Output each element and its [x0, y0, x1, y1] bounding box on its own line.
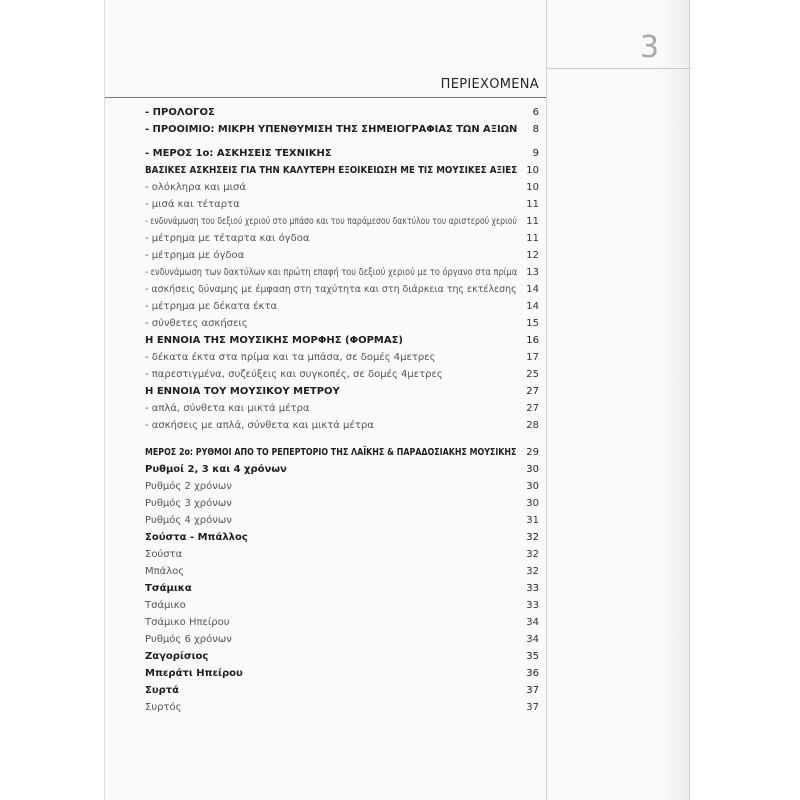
toc-entry-label: Συρτός [145, 702, 182, 713]
toc-entry [145, 104, 539, 121]
toc-entry-label: - μισά και τέταρτα [145, 199, 240, 210]
toc-entry-page: 8 [532, 124, 539, 135]
toc-entry-label: - απλά, σύνθετα και μικτά μέτρα [145, 403, 310, 414]
toc-entry-page: 11 [526, 199, 539, 210]
toc-entry-page: 32 [526, 549, 539, 560]
toc-entry [145, 213, 539, 230]
toc-entry-label: - ολόκληρα και μισά [145, 182, 246, 193]
margin-divider [546, 0, 547, 800]
title-rule [105, 97, 546, 98]
toc-entry [145, 478, 539, 495]
section-gap [145, 434, 539, 444]
toc-entry-page: 11 [526, 233, 539, 244]
toc-entry [145, 264, 539, 281]
toc-entry-page: 27 [526, 386, 539, 397]
toc-entry-page: 32 [526, 566, 539, 577]
book-page [104, 0, 690, 800]
toc-entry-label: - ασκήσεις με απλά, σύνθετα και μικτά μέτρα [145, 420, 374, 431]
toc-entry [145, 315, 539, 332]
toc-entry [145, 121, 539, 138]
toc-entry-label: Συρτά [145, 685, 179, 696]
toc-entry [145, 699, 539, 716]
toc-entry-page: 32 [526, 532, 539, 543]
toc-entry [145, 529, 539, 546]
toc-entry-label: Η ΕΝΝΟΙΑ ΤΗΣ ΜΟΥΣΙΚΗΣ ΜΟΡΦΗΣ (ΦΟΡΜΑΣ) [145, 335, 403, 346]
toc-entry-label: - μέτρημα με τέταρτα και όγδοα [145, 233, 310, 244]
toc-entry [145, 417, 539, 434]
toc-entry-page: 14 [526, 284, 539, 295]
toc-entry-page: 13 [526, 267, 539, 278]
toc-entry-page: 17 [526, 352, 539, 363]
toc-entry-page: 29 [526, 447, 539, 458]
toc-entry-page: 10 [526, 182, 539, 193]
toc-entry [145, 682, 539, 699]
toc-entry-page: 33 [526, 600, 539, 611]
toc-entry-label: Σούστα [145, 549, 183, 560]
toc-entry [145, 461, 539, 478]
toc-entry [145, 495, 539, 512]
toc-entry-label: - σύνθετες ασκήσεις [145, 318, 248, 329]
toc-entry [145, 563, 539, 580]
toc-entry-label: Τσάμικα [145, 583, 192, 594]
section-gap [145, 138, 539, 145]
toc-entry [145, 444, 539, 461]
toc-entry-label: - ενδυνάμωση του δεξιού χεριού στο μπάσο και του παράμεσου δακτύλου του αριστερού χεριού [145, 216, 517, 227]
toc-entry-page: 10 [526, 165, 539, 176]
toc-entry [145, 648, 539, 665]
toc-entry-page: 11 [526, 216, 539, 227]
toc-entry-label: Η ΕΝΝΟΙΑ ΤΟΥ ΜΟΥΣΙΚΟΥ ΜΕΤΡΟΥ [145, 386, 340, 397]
toc-entry [145, 145, 539, 162]
toc-entry-page: 30 [526, 464, 539, 475]
toc-entry-page: 16 [526, 335, 539, 346]
toc-entry-label: Μπάλος [145, 566, 185, 577]
toc-entry-label: Μπεράτι Ηπείρου [145, 668, 243, 679]
page-edge-shadow [659, 0, 689, 800]
toc-entry-label: Τσάμικο Ηπείρου [145, 617, 230, 628]
toc-entry [145, 400, 539, 417]
toc-entry [145, 597, 539, 614]
toc-entry-page: 14 [526, 301, 539, 312]
toc-entry-page: 34 [526, 617, 539, 628]
toc-entry [145, 196, 539, 213]
toc-entry [145, 298, 539, 315]
toc-entry-label: - παρεστιγμένα, συζεύξεις και συγκοπές, σε δομές 4μετρες [145, 369, 443, 380]
toc-entry-label: Ρυθμοί 2, 3 και 4 χρόνων [145, 464, 287, 475]
toc-entry-page: 36 [526, 668, 539, 679]
toc-entry [145, 332, 539, 349]
toc-entry-label: Ρυθμός 2 χρόνων [145, 481, 232, 492]
toc-entry-label: - μέτρημα με δέκατα έκτα [145, 301, 278, 312]
toc-entry-page: 25 [526, 369, 539, 380]
toc-entry-page: 34 [526, 634, 539, 645]
toc-entry-page: 6 [532, 107, 539, 118]
toc-entry-label: Σούστα - Μπάλλος [145, 532, 248, 543]
toc-entry-page: 12 [526, 250, 539, 261]
toc-entry [145, 179, 539, 196]
page-number: 3 [640, 30, 660, 65]
toc-entry-page: 28 [526, 420, 539, 431]
toc-entry [145, 631, 539, 648]
toc-entry-label: - ΠΡΟΟΙΜΙΟ: ΜΙΚΡΗ ΥΠΕΝΘΥΜΙΣΗ ΤΗΣ ΣΗΜΕΙΟΓΡΑΦΙΑΣ ΤΩΝ ΑΞΙΩΝ [145, 124, 518, 135]
toc-entry-page: 33 [526, 583, 539, 594]
toc-entry [145, 665, 539, 682]
toc-entry-page: 30 [526, 481, 539, 492]
toc-entry [145, 247, 539, 264]
toc-entry-label: - ενδυνάμωση των δακτύλων και πρώτη επαφή του δεξιού χεριού με το όργανο στα πρίμα [145, 267, 518, 278]
toc-entry-page: 37 [526, 702, 539, 713]
toc-entry [145, 281, 539, 298]
toc-entry-label: - ΠΡΟΛΟΓΟΣ [145, 107, 215, 118]
toc-entry [145, 383, 539, 400]
toc-entry-page: 37 [526, 685, 539, 696]
toc-title: ΠΕΡΙΕΧΟΜΕΝΑ [440, 77, 539, 92]
toc-entry [145, 580, 539, 597]
toc-entry-label: Ρυθμός 3 χρόνων [145, 498, 232, 509]
toc-entry-label: - μέτρημα με όγδοα [145, 250, 245, 261]
toc-entry [145, 349, 539, 366]
toc-entry-page: 27 [526, 403, 539, 414]
toc-entry-label: ΒΑΣΙΚΕΣ ΑΣΚΗΣΕΙΣ ΓΙΑ ΤΗΝ ΚΑΛΥΤΕΡΗ ΕΞΟΙΚΕΙΩΣΗ ΜΕ ΤΙΣ ΜΟΥΣΙΚΕΣ ΑΞΙΕΣ [145, 165, 518, 176]
toc-entry [145, 512, 539, 529]
toc-entry-page: 30 [526, 498, 539, 509]
toc-entry [145, 546, 539, 563]
toc-entry-page: 31 [526, 515, 539, 526]
toc-entry-label: Ρυθμός 4 χρόνων [145, 515, 232, 526]
toc-entry-page: 35 [526, 651, 539, 662]
toc-entry-label: Τσάμικο [145, 600, 186, 611]
table-of-contents [145, 104, 539, 716]
toc-entry-label: Ρυθμός 6 χρόνων [145, 634, 232, 645]
toc-entry-label: ΜΕΡΟΣ 2ο: ΡΥΘΜΟΙ ΑΠΟ ΤΟ ΡΕΠΕΡΤΟΡΙΟ ΤΗΣ ΛΑΪΚΗΣ & ΠΑΡΑΔΟΣΙΑΚΗΣ ΜΟΥΣΙΚΗΣ [145, 447, 517, 458]
toc-entry-label: - ασκήσεις δύναμης με έμφαση στη ταχύτητα και στη διάρκεια της εκτέλεσης [145, 284, 517, 295]
toc-entry [145, 366, 539, 383]
toc-entry-label: Ζαγορίσιος [145, 651, 209, 662]
toc-entry-page: 15 [526, 318, 539, 329]
toc-entry-page: 9 [532, 148, 539, 159]
toc-entry-label: - δέκατα έκτα στα πρίμα και τα μπάσα, σε δομές 4μετρες [145, 352, 436, 363]
toc-entry [145, 614, 539, 631]
toc-entry [145, 162, 539, 179]
toc-entry-label: - ΜΕΡΟΣ 1ο: ΑΣΚΗΣΕΙΣ ΤΕΧΝΙΚΗΣ [145, 148, 332, 159]
toc-entry [145, 230, 539, 247]
margin-rule [547, 68, 691, 69]
